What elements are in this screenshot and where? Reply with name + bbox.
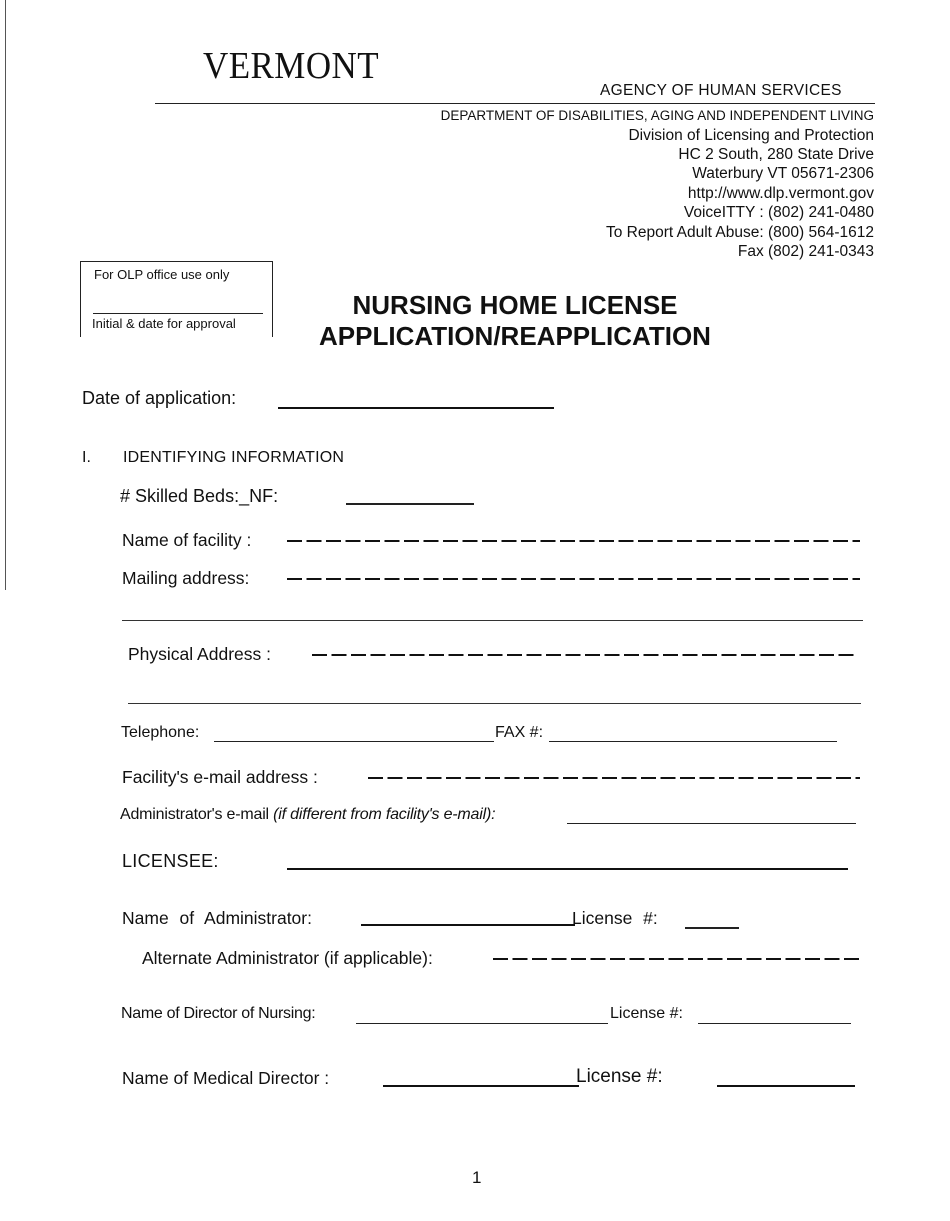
telephone-field[interactable] <box>214 741 494 742</box>
physical-address-label: Physical Address : <box>128 644 271 664</box>
mailing-address-line-2[interactable] <box>122 620 863 621</box>
header-rule <box>155 103 875 104</box>
website-link[interactable]: http://www.dlp.vermont.gov <box>687 185 874 202</box>
facility-name-field[interactable] <box>287 540 860 542</box>
page-left-edge <box>5 0 6 590</box>
mailing-address-field[interactable] <box>287 578 860 580</box>
mailing-address-label: Mailing address: <box>122 568 250 588</box>
medical-director-license-label: License #: <box>576 1066 663 1087</box>
section-title: IDENTIFYING INFORMATION <box>123 449 345 466</box>
telephone-label: Telephone: <box>121 724 200 741</box>
administrator-license-field[interactable] <box>685 927 739 929</box>
licensee-label: LICENSEE: <box>122 851 219 871</box>
beds-field[interactable] <box>346 503 474 505</box>
form-title-line-1: NURSING HOME LICENSE <box>352 290 678 320</box>
director-of-nursing-field[interactable] <box>356 1023 608 1024</box>
section-number: I. <box>82 449 91 466</box>
physical-address-line-2[interactable] <box>128 703 861 704</box>
agency-name: AGENCY OF HUMAN SERVICES <box>600 82 842 99</box>
admin-email-note: (if different from facility's e-mail): <box>273 806 496 823</box>
abuse-report-number: To Report Adult Abuse: (800) 564-1612 <box>606 224 874 241</box>
medical-director-label: Name of Medical Director : <box>122 1068 330 1088</box>
approval-label: Initial & date for approval <box>92 316 236 331</box>
alternate-admin-field[interactable] <box>493 958 860 960</box>
date-label: Date of application: <box>82 388 237 408</box>
licensee-field[interactable] <box>287 868 848 870</box>
admin-email-field[interactable] <box>567 823 856 824</box>
fax-field[interactable] <box>549 741 837 742</box>
page-number: 1 <box>472 1168 482 1187</box>
division-name: Division of Licensing and Protection <box>628 127 874 144</box>
office-use-box <box>80 261 273 337</box>
physical-address-field[interactable] <box>312 654 855 656</box>
medical-director-license-field[interactable] <box>717 1085 855 1087</box>
form-title-line-2: APPLICATION/REAPPLICATION <box>319 321 711 351</box>
city-address: Waterbury VT 05671-2306 <box>692 165 874 182</box>
director-of-nursing-license-field[interactable] <box>698 1023 851 1024</box>
fax-number: Fax (802) 241-0343 <box>737 243 874 260</box>
fax-label: FAX #: <box>495 724 544 741</box>
director-of-nursing-license-label: License #: <box>610 1005 683 1022</box>
medical-director-field[interactable] <box>383 1085 579 1087</box>
approval-signature-line[interactable] <box>93 313 263 314</box>
facility-name-label: Name of facility : <box>122 530 252 550</box>
department-name: DEPARTMENT OF DISABILITIES, AGING AND INDEPENDENT LIVING <box>440 108 874 123</box>
alternate-admin-label: Alternate Administrator (if applicable): <box>142 948 433 968</box>
state-wordmark: VERMONT <box>203 45 380 87</box>
facility-email-field[interactable] <box>368 777 860 779</box>
admin-email-label-text: Administrator's e-mail <box>120 806 269 823</box>
date-field[interactable] <box>278 407 554 409</box>
facility-email-label: Facility's e-mail address : <box>122 767 318 787</box>
office-use-label: For OLP office use only <box>94 267 230 282</box>
beds-label: # Skilled Beds:_NF: <box>120 486 279 506</box>
admin-email-label <box>120 806 495 824</box>
administrator-name-field[interactable] <box>361 924 575 926</box>
street-address: HC 2 South, 280 State Drive <box>678 146 874 163</box>
administrator-name-label: Name of Administrator: <box>122 908 312 928</box>
administrator-license-label: License #: <box>572 908 658 928</box>
voice-tty-number: VoiceITTY : (802) 241-0480 <box>683 204 874 221</box>
director-of-nursing-label: Name of Director of Nursing: <box>121 1005 316 1022</box>
